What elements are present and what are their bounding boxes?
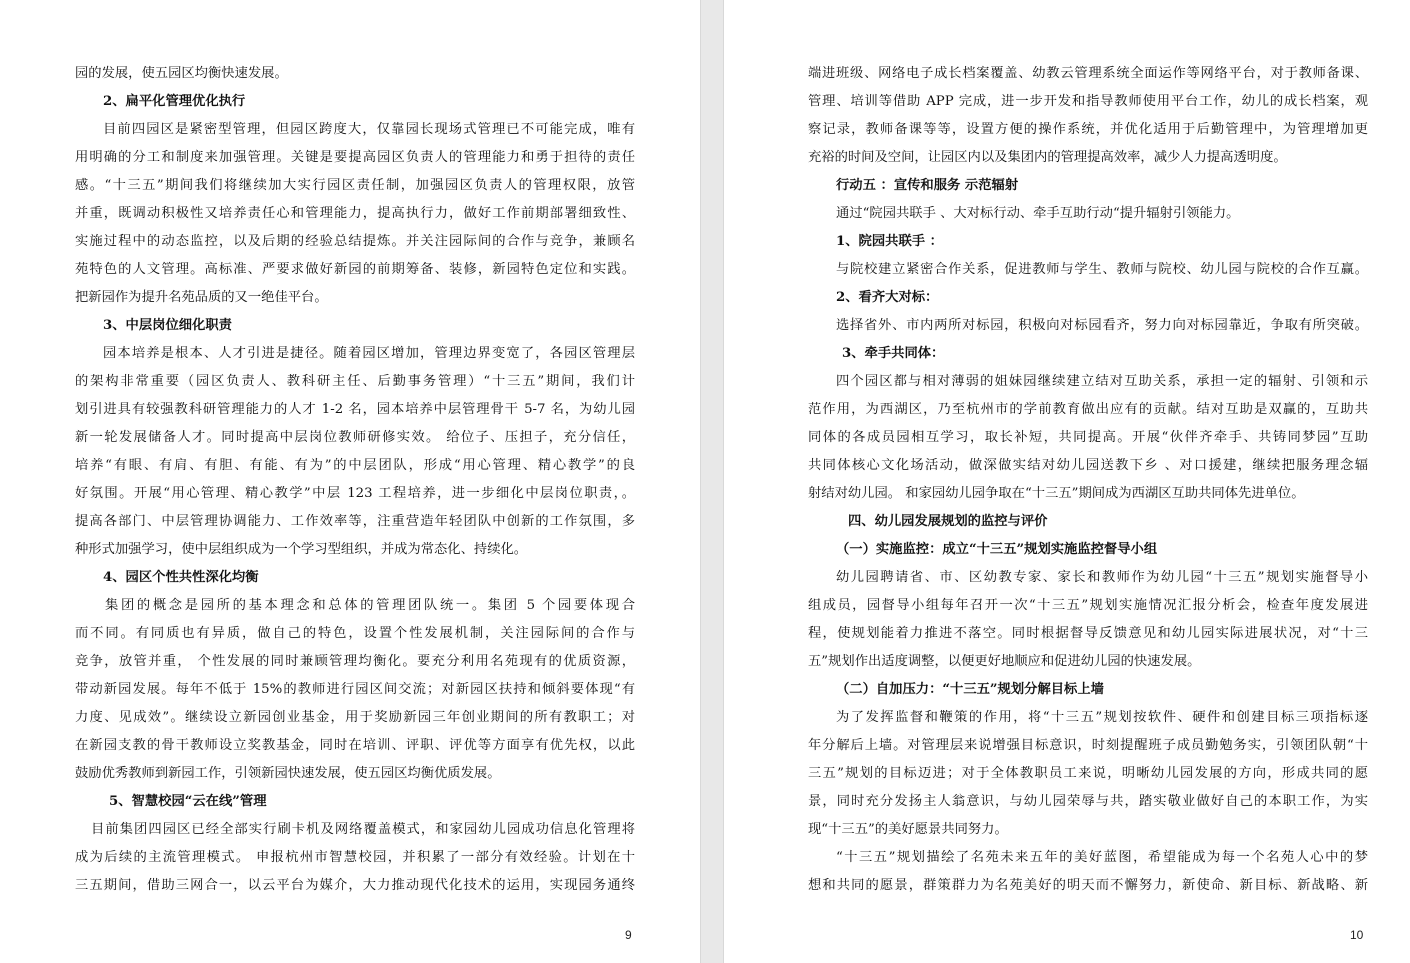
text-line: 充裕的时间及空间，让园区内以及集团内的管理提高效率，减少人力提高透明度。 [808, 150, 1287, 165]
section-heading: 2、看齐大对标： [836, 290, 939, 305]
section-heading: 行动五 ：宣传和服务 示范辐射 [836, 178, 1019, 193]
page-number: 9 [625, 928, 632, 942]
page-number: 10 [1350, 928, 1364, 942]
text-line: 年分解后上墙。对管理层来说增强目标意识，时刻提醒班子成员勤勉务实，引领团队朝“十 [808, 738, 1368, 753]
section-heading: 1、院园共联手 ： [836, 234, 943, 249]
text-line: 通过“院园共联手 、大对标行动、牵手互助行动“提升辐射引领能力。 [836, 206, 1240, 221]
text-line: 端进班级、网络电子成长档案覆盖、幼教云管理系统全面运作等网络平台，对于教师备课、 [808, 66, 1368, 81]
document-page-10 [724, 0, 1410, 963]
text-line: 现“十三五”的美好愿景共同努力。 [808, 822, 1008, 837]
text-line: 想和共同的愿景，群策群力为名苑美好的明天而不懈努力，新使命、新目标、新战略、新 [808, 878, 1368, 893]
page-body-text [808, 60, 1368, 900]
text-line: 园的发展，使五园区均衡快速发展。 [75, 66, 288, 81]
section-heading: 4、园区个性共性深化均衡 [103, 570, 259, 585]
section-heading: 5、智慧校园“云在线”管理 [109, 794, 267, 809]
text-line: 在新园支教的骨干教师设立奖教基金，同时在培训、评职、评优等方面享有优先权，以此 [75, 738, 635, 753]
text-line: 用明确的分工和制度来加强管理。关键是要提高园区负责人的管理能力和勇于担待的责任 [75, 150, 635, 165]
text-line: 新一轮发展储备人才。同时提高中层岗位教师研修实效。 给位子、压担子，充分信任， [75, 430, 635, 445]
text-line: 共同体核心文化场活动，做深做实结对幼儿园送教下乡 、对口援建，继续把服务理念辐 [808, 458, 1368, 473]
text-line: 实施过程中的动态监控，以及后期的经验总结提炼。并关注园际间的合作与竞争，兼顾名 [75, 234, 635, 249]
text-line: 程，使规划能着力推进不落空。同时根据督导反馈意见和幼儿园实际进展状况，对“十三 [808, 626, 1368, 641]
section-heading: 2、扁平化管理优化执行 [103, 94, 246, 109]
text-line: 目前集团四园区已经全部实行刷卡机及网络覆盖模式，和家园幼儿园成功信息化管理将 [91, 822, 635, 837]
text-line: 三五”规划的目标迈进；对于全体教职员工来说，明晰幼儿园发展的方向，形成共同的愿 [808, 766, 1368, 781]
text-line: 射结对幼儿园。 和家园幼儿园争取在“十三五”期间成为西湖区互助共同体先进单位。 [808, 486, 1305, 501]
text-line: 范作用，为西湖区，乃至杭州市的学前教育做出应有的贡献。结对互助是双赢的，互助共 [808, 402, 1368, 417]
text-line: 集团的概念是园所的基本理念和总体的管理团队统一。集团 5 个园要体现合 [105, 598, 635, 613]
text-line: 管理、培训等借助 APP 完成，进一步开发和指导教师使用平台工作，幼儿的成长档案，观 [808, 94, 1368, 109]
text-line: 五”规划作出适度调整，以便更好地顺应和促进幼儿园的快速发展。 [808, 654, 1201, 669]
text-line: 鼓励优秀教师到新园工作，引领新园快速发展，使五园区均衡优质发展。 [75, 766, 501, 781]
text-line: 组成员，园督导小组每年召开一次“十三五”规划实施情况汇报分析会，检查年度发展进 [808, 598, 1368, 613]
text-line: “十三五”规划描绘了名苑未来五年的美好蓝图，希望能成为每一个名苑人心中的梦 [836, 850, 1368, 865]
text-line: 提高各部门、中层管理协调能力、工作效率等，注重营造年轻团队中创新的工作氛围，多 [75, 514, 635, 529]
text-line: 种形式加强学习，使中层组织成为一个学习型组织，并成为常态化、持续化。 [75, 542, 528, 557]
page-gutter [700, 0, 724, 963]
text-line: 四个园区都与相对薄弱的姐妹园继续建立结对互助关系，承担一定的辐射、引领和示 [836, 374, 1368, 389]
text-line: 园本培养是根本、人才引进是捷径。随着园区增加，管理边界变宽了，各园区管理层 [103, 346, 635, 361]
text-line: 的架构非常重要（园区负责人、教科研主任、后勤事务管理）“十三五”期间，我们计 [75, 374, 635, 389]
text-line: 景，同时充分发扬主人翁意识，与幼儿园荣辱与共，踏实敬业做好自己的本职工作，为实 [808, 794, 1368, 809]
text-line: 幼儿园聘请省、市、区幼教专家、家长和教师作为幼儿园“十三五”规划实施督导小 [836, 570, 1368, 585]
text-line: 力度、见成效”。继续设立新园创业基金，用于奖励新园三年创业期间的所有教职工；对 [75, 710, 635, 725]
text-line: 竞争，放管并重， 个性发展的同时兼顾管理均衡化。要充分利用名苑现有的优质资源， [75, 654, 635, 669]
text-line: 目前四园区是紧密型管理，但园区跨度大，仅靠园长现场式管理已不可能完成，唯有 [103, 122, 635, 137]
text-line: 苑特色的人文管理。高标准、严要求做好新园的前期筹备、装修，新园特色定位和实践。 [75, 262, 635, 277]
section-heading: 3、中层岗位细化职责 [103, 318, 232, 333]
text-line: 好氛围。开展“用心管理、精心教学”中层 123 工程培养，进一步细化中层岗位职责，。 [75, 486, 635, 501]
section-heading: 3、牵手共同体： [842, 346, 945, 361]
text-line: 划引进具有较强教科研管理能力的人才 1-2 名，园本培养中层管理骨干 5-7 名，为幼儿园 [75, 402, 635, 417]
text-line: 而不同。有同质也有异质，做自己的特色，设置个性发展机制，关注园际间的合作与 [75, 626, 635, 641]
text-line: 与院校建立紧密合作关系，促进教师与学生、教师与院校、幼儿园与院校的合作互赢。 [836, 262, 1368, 277]
text-line: 带动新园发展。每年不低于 15%的教师进行园区间交流；对新园区扶持和倾斜要体现“有 [75, 682, 635, 697]
text-line: 三五期间，借助三网合一，以云平台为媒介，大力推动现代化技术的运用，实现园务通终 [75, 878, 635, 893]
section-heading: （二）自加压力：“十三五”规划分解目标上墙 [836, 682, 1104, 697]
section-heading: 四、幼儿园发展规划的监控与评价 [848, 514, 1048, 529]
page-body-text [75, 60, 635, 900]
text-line: 选择省外、市内两所对标园，积极向对标园看齐，努力向对标园靠近，争取有所突破。 [836, 318, 1368, 333]
text-line: 感。“十三五”期间我们将继续加大实行园区责任制，加强园区负责人的管理权限，放管 [75, 178, 635, 193]
text-line: 同体的各成员园相互学习，取长补短，共同提高。开展“伙伴齐牵手、共铸同梦园”互助 [808, 430, 1368, 445]
text-line: 为了发挥监督和鞭策的作用，将“十三五”规划按软件、硬件和创建目标三项指标逐 [836, 710, 1368, 725]
document-page-9 [0, 0, 700, 963]
text-line: 成为后续的主流管理模式。 申报杭州市智慧校园，并积累了一部分有效经验。计划在十 [75, 850, 635, 865]
text-line: 察记录，教师备课等等，设置方便的操作系统，并优化适用于后勤管理中，为管理增加更 [808, 122, 1368, 137]
text-line: 培养“有眼、有肩、有胆、有能、有为”的中层团队，形成“用心管理、精心教学”的良 [75, 458, 635, 473]
text-line: 并重，既调动积极性又培养责任心和管理能力，提高执行力，做好工作前期部署细致性、 [75, 206, 635, 221]
section-heading: （一）实施监控：成立“十三五”规划实施监控督导小组 [836, 542, 1158, 557]
text-line: 把新园作为提升名苑品质的又一绝佳平台。 [75, 290, 328, 305]
